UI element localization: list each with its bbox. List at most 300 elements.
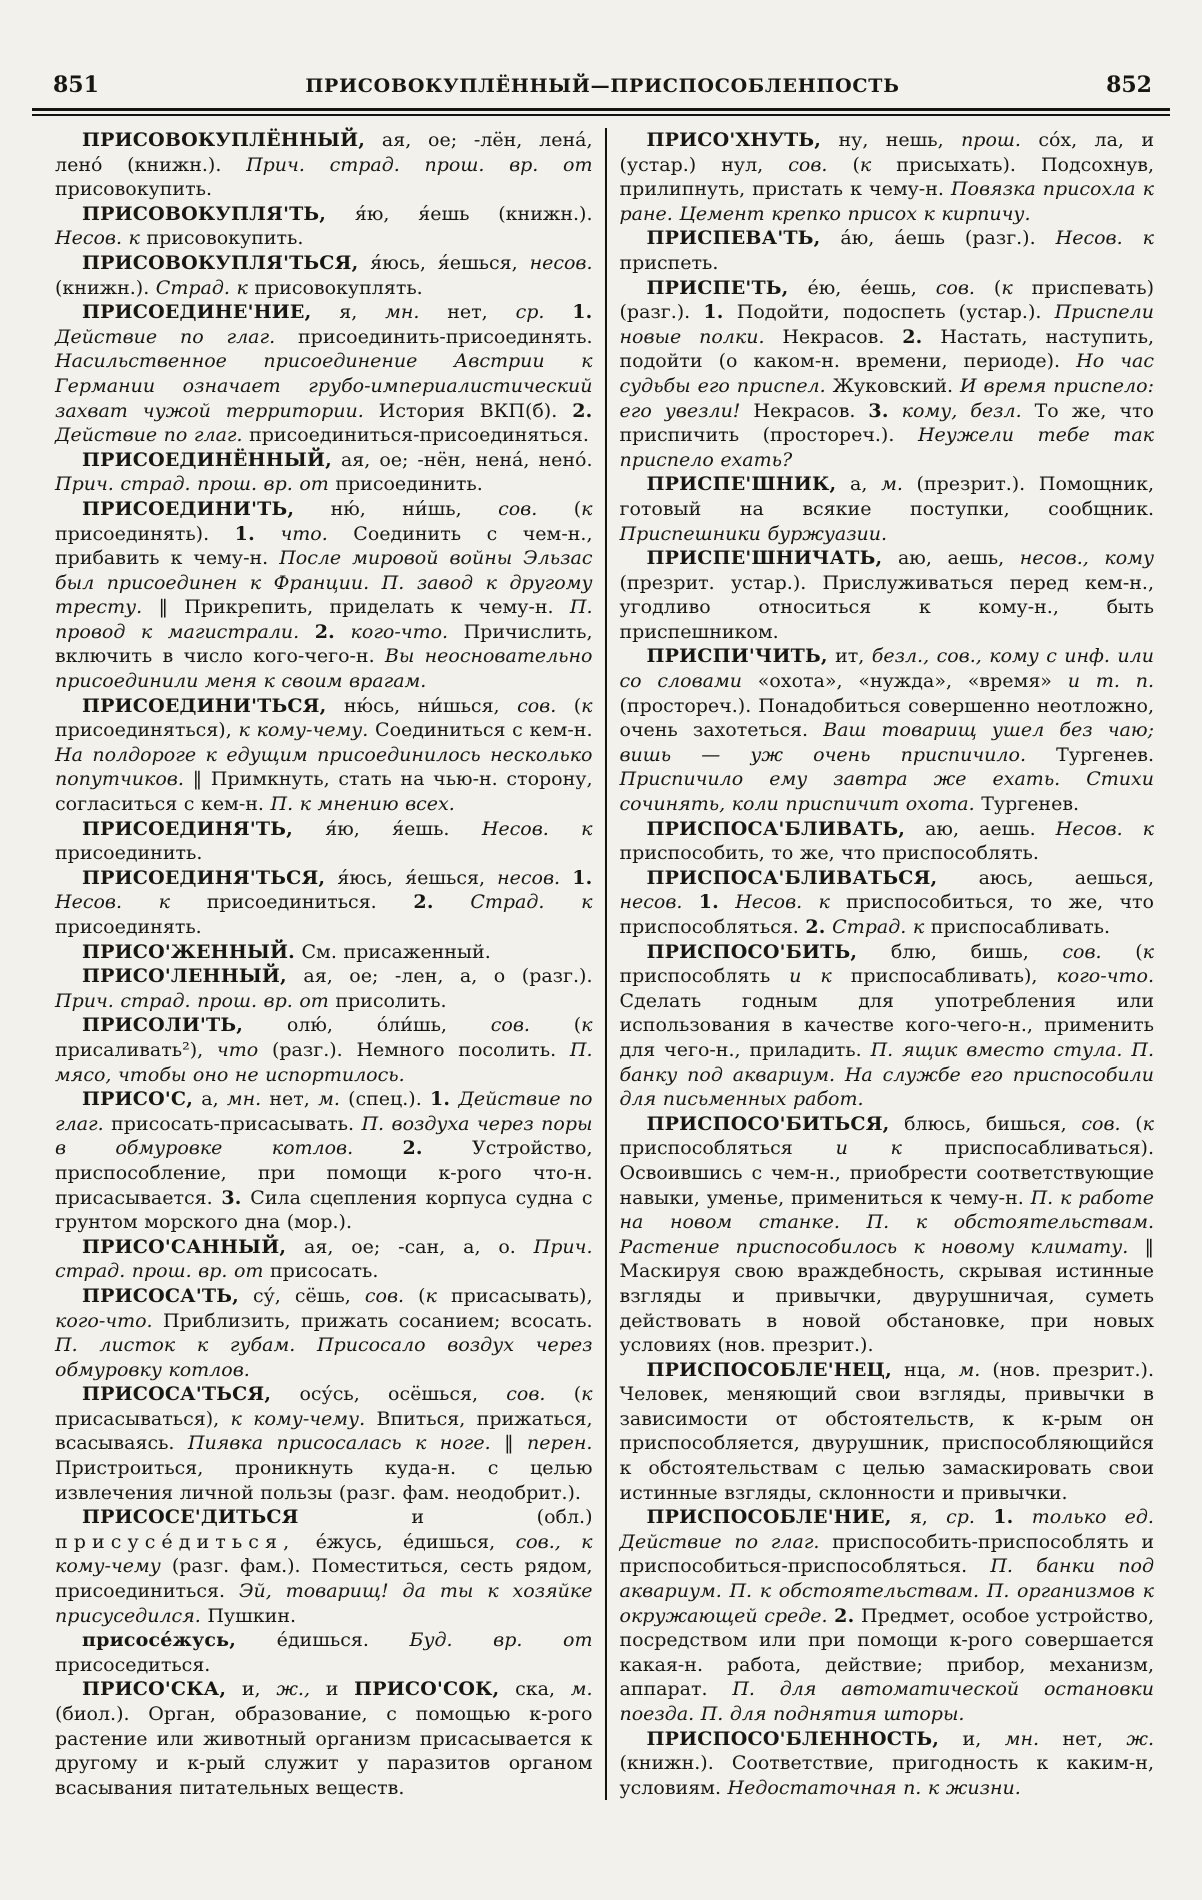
headword: ПРИСПОСО'БИТЬСЯ, <box>646 1112 890 1135</box>
sense-number: 2. <box>413 891 434 914</box>
entry-text-italic: к кому-чему. <box>238 719 369 742</box>
dictionary-entry <box>620 226 1155 275</box>
entry-text: ‖ Прикрепить, приделать к чему-н. <box>142 596 570 619</box>
page-number-left: 851 <box>53 72 99 98</box>
dictionary-entry <box>620 546 1155 644</box>
page-header <box>0 0 1202 108</box>
dictionary-entry <box>55 940 593 965</box>
dictionary-entry <box>55 1013 593 1087</box>
entry-text-italic: Вы неосновательно присоединили меня к своим врагам. <box>55 645 593 693</box>
dictionary-entry <box>620 1505 1155 1726</box>
entry-text: ню́, ни́шь, <box>294 497 499 520</box>
entry-text-italic: П. банки под аквариум. П. к обстоятельствам. П. организмов к окружающей среде. <box>619 1555 1154 1627</box>
entry-text-italic: м. <box>318 1088 340 1111</box>
entry-text-italic: что <box>216 1038 259 1061</box>
dictionary-entry <box>55 497 593 694</box>
entry-text-italic: сов. <box>788 153 828 176</box>
headword: ПРИСПЕ'ТЬ, <box>646 276 789 299</box>
entry-text-italic: Несов. к <box>735 891 830 914</box>
entry-text: (биол.). Орган, образование, с помощью к-рого растение или животный организм присасывается к другому и к-рый служит у паразитов органом всасывания питательных веществ. <box>55 1703 593 1799</box>
entry-text: Приблизить, прижать сосанием; всосать. <box>152 1309 593 1332</box>
dictionary-entry <box>620 644 1155 816</box>
headword: ПРИСО'ЛЕННЫЙ, <box>82 965 287 988</box>
entry-text: ( <box>1120 1112 1143 1135</box>
headword: ПРИСПОСО'БЛЕННОСТЬ, <box>646 1727 940 1750</box>
entry-text: присоединить. <box>328 473 483 496</box>
entry-text: Соединиться с кем-н. <box>368 719 593 742</box>
entry-text-italic: П. ящик вместо стула. П. банку под аквариум. На службе его приспособили для письменных работ. <box>619 1038 1154 1111</box>
entry-text-italic: Недостаточная п. к жизни. <box>727 1776 1021 1799</box>
entry-text: ая, ое; -сан, а, о. <box>286 1235 534 1258</box>
entry-text-italic: кого-что. <box>1056 965 1154 988</box>
headword: ПРИСОЛИ'ТЬ, <box>82 1014 244 1037</box>
entry-text-italic: сов. <box>506 1383 546 1406</box>
entry-text-italic: На полдороге к едущим присоединилось несколько попутчиков. <box>55 743 593 791</box>
entry-text: я́ю, я́ешь. <box>292 817 482 840</box>
entry-text <box>889 400 902 422</box>
entry-text-italic: кого-что. <box>55 1309 153 1332</box>
entry-text: нет, <box>261 1088 319 1111</box>
entry-text: присовокупить. <box>139 227 304 250</box>
entry-text-italic: только ед. Действие по глаг. <box>619 1506 1154 1553</box>
entry-text: Сделать годным для употребления или использования в качестве кого-чего-н., применить для чего-н., приладить. <box>619 989 1154 1061</box>
entry-text-italic: мн. <box>1004 1727 1040 1750</box>
sense-number: 1. <box>572 301 593 324</box>
entry-text: аюсь, аешься, <box>937 866 1154 889</box>
entry-text-italic: Прич. страд. прош. вр. от <box>55 473 329 496</box>
entry-text-italic: перен. <box>527 1432 593 1455</box>
entry-text-italic: Несов. к <box>1055 817 1154 840</box>
entry-text: присовокуплять. <box>247 276 423 299</box>
entry-text: я, <box>311 301 386 324</box>
entry-text-italic: П. воздуха через поры в обмуровке котлов. <box>55 1112 593 1160</box>
entry-text-italic: Несов. к <box>55 227 140 250</box>
entry-text: осу́сь, осёшься, <box>271 1383 507 1406</box>
entry-text <box>335 621 351 643</box>
entry-text: ( <box>404 1284 426 1307</box>
entry-text-italic: безл., сов., кому с инф. <box>871 645 1110 668</box>
entry-text: и (обл.) <box>298 1506 593 1529</box>
sense-number: 1. <box>703 301 724 324</box>
entry-text-italic: несов., кому <box>1019 547 1154 570</box>
headword: ПРИСО'С, <box>82 1088 194 1111</box>
dictionary-entry <box>55 1235 593 1284</box>
entry-text: присоединять). <box>55 522 235 545</box>
entry-text-italic: несов. <box>529 251 593 274</box>
sense-number: 1. <box>429 1088 451 1111</box>
entry-text: присоединить. <box>55 842 203 865</box>
entry-text: См. присаженный. <box>294 940 491 963</box>
entry-text-italic: м. <box>570 1678 593 1701</box>
entry-text: ит, <box>827 645 872 668</box>
headword: ПРИСОСА'ТЬСЯ, <box>82 1383 272 1406</box>
running-head: ПРИСОВОКУПЛЁННЫЙ—ПРИСПОСОБЛЕНПОСТЬ <box>305 75 900 97</box>
dictionary-entry <box>55 964 593 1013</box>
entry-text-italic: к кому-чему. <box>230 1407 366 1430</box>
entry-text <box>682 891 698 913</box>
headword: ПРИСО'ЖЕННЫЙ. <box>82 940 295 963</box>
entry-text <box>975 1506 993 1528</box>
entry-text-italic: сов. <box>364 1284 405 1307</box>
entry-text <box>255 523 281 545</box>
dictionary-entry <box>55 817 593 866</box>
entry-text: (спец.). <box>339 1088 430 1111</box>
entry-text: присасываться), <box>55 1407 231 1430</box>
sense-number: 2. <box>902 325 923 348</box>
entry-text: приспеть. <box>619 251 719 274</box>
entry-text: ( <box>529 1014 582 1037</box>
entry-text <box>353 1137 402 1159</box>
entry-text <box>544 301 572 323</box>
sense-number: 1. <box>698 891 719 914</box>
entry-text-italic: Прич. страд. прош. вр. от <box>246 153 593 176</box>
entry-text: аю, аешь. <box>905 817 1056 840</box>
entry-text: е́жусь, е́дишься, <box>295 1530 516 1553</box>
sense-number: 2. <box>834 1604 855 1627</box>
entry-text: ‖ Маскируя свою враждебность, скрывая истинные взгляды и привычки, двурушничая, суметь действовать в новой обстановке, при новых условиях (нов. презрит.). <box>619 1235 1155 1357</box>
sense-number: 1. <box>572 866 593 889</box>
sense-number: 1. <box>234 522 255 545</box>
headword: ПРИСОСА'ТЬ, <box>82 1284 239 1307</box>
headword: ПРИСПОСА'БЛИВАТЬ, <box>646 817 906 840</box>
entry-text: ая, ое; -лен, а, о (разг.). <box>286 965 593 988</box>
entry-text: а, <box>836 473 882 496</box>
entry-text: е́дишься. <box>236 1629 410 1652</box>
entry-text: я́ю, я́ешь (книжн.). <box>326 202 593 225</box>
headword: ПРИСО'СКА, <box>82 1678 227 1701</box>
headword: ПРИСОЕДИНИ'ТЬ, <box>82 497 295 520</box>
entry-text: и, <box>226 1678 277 1701</box>
entry-text: (книжн.). <box>55 276 156 299</box>
entry-text <box>1013 1506 1031 1528</box>
headword: ПРИСПИ'ЧИТЬ, <box>646 645 828 668</box>
entry-text: Причислить, включить в число кого-чего-н. <box>55 620 593 668</box>
dictionary-entry <box>55 251 593 300</box>
page-number-right: 852 <box>1106 72 1152 98</box>
entry-text: е́ю, е́ешь, <box>788 276 936 299</box>
entry-text: ( <box>1101 940 1143 963</box>
entry-text <box>719 891 735 913</box>
entry-text-italic: ср. <box>946 1506 975 1529</box>
dictionary-entry <box>55 1382 593 1505</box>
entry-text: ая, ое; -нён, нена́, нено́. <box>331 448 593 471</box>
entry-text-italic: к <box>581 497 593 520</box>
entry-text-italic: к <box>859 153 872 176</box>
dictionary-entry <box>55 128 593 202</box>
entry-text: ая, ое; -лён, лена́, лено́ (книжн.). <box>55 129 593 176</box>
entry-text: приспособить, то же, что приспособлять. <box>619 842 1039 865</box>
entry-text-italic: мн. <box>385 301 420 324</box>
sense-number: 3. <box>221 1186 242 1209</box>
entry-text-italic: Ваш товарищ ушел без чаю; вишь — уж очень приспичило. <box>619 719 1154 766</box>
headword: ПРИСПОСО'БИТЬ, <box>646 940 858 963</box>
text-columns <box>0 116 1202 1800</box>
headword: ПРИСПЕВА'ТЬ, <box>646 227 821 250</box>
dictionary-entry <box>620 940 1155 1112</box>
entry-text: (презрит. устар.). Прислуживаться перед кем-н., угодливо относиться к кому-н., быть приспешником. <box>619 571 1154 643</box>
entry-text: приспособить-приспособлять и приспособиться-приспособляться. <box>619 1530 1154 1578</box>
entry-text: Тургенев. <box>974 793 1080 816</box>
entry-text-italic: П. мясо, чтобы оно не испортилось. <box>55 1038 593 1086</box>
dictionary-entry <box>55 448 593 497</box>
entry-text: присоединить-присоединять. <box>275 325 593 348</box>
entry-text: (простореч.). Понадобиться совершенно неотложно, очень захотеться. <box>619 694 1154 742</box>
entry-text: присоединиться. <box>170 891 414 914</box>
entry-text-italic: И время приспело: его увезли! <box>619 374 1154 422</box>
entry-text-italic: П. к работе на новом станке. П. к обстоятельствам. Растение приспособилось к новому климату. <box>619 1186 1154 1258</box>
entry-text: нца, <box>891 1358 959 1381</box>
entry-text: ска, <box>499 1678 571 1701</box>
headword: ПРИСПЕ'ШНИЧАТЬ, <box>646 547 883 570</box>
dictionary-entry <box>620 817 1155 866</box>
entry-text: (разг.). Немного посолить. <box>258 1038 570 1061</box>
entry-text-italic: Прич. страд. прош. вр. от <box>55 989 329 1012</box>
entry-text: присусе́диться, <box>55 1530 296 1553</box>
entry-text: (нов. презрит.). Человек, меняющий свои взгляды, привычки в зависимости от обстоятельств, к к-рым он приспособляется, двурушник, приспособляющийся к обстоятельствам с целью замаскировать свои истинные взгляды, склонности и привычки. <box>619 1358 1155 1504</box>
entry-text: приспособляться <box>619 1137 836 1160</box>
entry-text-italic: м. <box>881 473 903 496</box>
entry-text-italic: и к <box>835 1137 902 1160</box>
entry-text-italic: мн. <box>226 1088 262 1111</box>
entry-text: олю́, о́ли́шь, <box>243 1014 491 1037</box>
entry-text-italic: сов. <box>490 1014 530 1037</box>
dictionary-entry <box>55 202 593 251</box>
dictionary-entry <box>620 128 1155 226</box>
entry-text: Пристроиться, проникнуть куда-н. с целью извлечения личной пользы (разг. фам. неодобрит.). <box>55 1457 593 1504</box>
entry-text: (книжн.). Соответствие, пригодность к каким-н, условиям. <box>619 1752 1154 1799</box>
dictionary-entry <box>620 866 1155 940</box>
entry-text: (разг. фам.). Поместиться, сесть рядом, присоединиться. <box>55 1555 593 1603</box>
entry-text: ( <box>974 276 1002 299</box>
entry-text: я, <box>891 1506 947 1529</box>
entry-text-italic: сов. <box>935 276 975 299</box>
entry-text-italic: к <box>1142 940 1155 963</box>
entry-text: Жуковский. <box>825 374 961 397</box>
headword: ПРИСПОСОБЛЕ'НЕЦ, <box>646 1358 892 1381</box>
entry-text: я́юсь, я́ешься, <box>325 866 498 889</box>
entry-text <box>299 621 315 643</box>
headword: ПРИСОЕДИНЯ'ТЬ, <box>82 817 293 840</box>
entry-text: Подойти, подоспеть (устар.). <box>723 301 1055 324</box>
entry-text-italic: Приспичило ему завтра же ехать. Стихи сочинять, коли приспичит охота. <box>619 768 1154 816</box>
entry-text: Некрасов. <box>764 325 903 348</box>
entry-text-italic: несов. <box>619 891 683 914</box>
entry-text-italic: П. провод к магистрали. <box>55 596 593 643</box>
entry-text: (презрит.). Помощник, готовый на всякие поступки, сообщник. <box>619 473 1155 520</box>
dictionary-entry <box>55 866 593 940</box>
sense-number: 2. <box>805 916 826 938</box>
entry-text: присовокупить. <box>55 178 212 201</box>
entry-text-italic: к <box>1142 1112 1154 1135</box>
entry-text-italic: к <box>581 1014 593 1037</box>
entry-text: приспосабливаться). Освоившись с чем-н., приобрести соответствующие навыки, уменье, примениться к чему-н. <box>619 1137 1154 1209</box>
entry-text: блю, бишь, <box>857 940 1063 963</box>
entry-text: ( <box>537 497 582 520</box>
entry-text: Сила сцепления корпуса судна с грунтом морского дна (мор.). <box>55 1186 593 1234</box>
entry-text: блюсь, бишься, <box>889 1112 1082 1135</box>
entry-text: История ВКП(б). <box>363 399 573 422</box>
entry-text: присоединять. <box>55 916 202 938</box>
entry-text: присасывать), <box>436 1284 593 1307</box>
entry-text-italic: Повязка присохла к ране. Цемент крепко присох к кирпичу. <box>619 178 1155 225</box>
entry-text: присаливать²), <box>55 1038 217 1061</box>
dictionary-entry <box>55 1087 593 1235</box>
entry-text-italic: После мировой войны Эльзас был присоединен к Франции. П. завод к другому тресту. <box>55 547 593 619</box>
entry-text-italic: сов. <box>1081 1112 1121 1135</box>
headword: присосе́жусь, <box>82 1629 237 1652</box>
entry-text-italic: Приспешники буржуазии. <box>619 522 888 545</box>
entry-text-italic: прош. <box>961 129 1021 151</box>
headword: ПРИСОСЕ'ДИТЬСЯ <box>82 1506 299 1529</box>
entry-text: Тургенев. <box>1026 743 1154 766</box>
entry-text: ну, нешь, <box>821 129 962 151</box>
entry-text: приспособиться, то же, что приспособляться. <box>619 891 1154 938</box>
headword: ПРИСОЕДИНЯ'ТЬСЯ, <box>82 866 326 889</box>
entry-text: присосать. <box>263 1260 379 1283</box>
entry-text-italic: к <box>581 694 593 717</box>
headword: ПРИСОЕДИНИ'ТЬСЯ, <box>82 694 327 717</box>
sense-number: 2. <box>314 620 335 643</box>
entry-text: су́, сёшь, <box>238 1284 365 1307</box>
entry-text-italic: ж. <box>1126 1727 1154 1750</box>
entry-text-italic: сов. <box>1062 940 1102 963</box>
dictionary-entry <box>55 1628 593 1677</box>
headword: ПРИСО'ХНУТЬ, <box>646 129 822 151</box>
entry-text: присоединиться-присоединяться. <box>242 424 589 447</box>
dictionary-entry <box>55 694 593 817</box>
entry-text: ( <box>827 153 860 176</box>
entry-text-italic: сов. <box>517 694 557 717</box>
dictionary-entry <box>620 1727 1155 1801</box>
entry-text: аю, аешь, <box>882 547 1020 570</box>
header-double-rule <box>32 108 1170 116</box>
sense-number: 2. <box>402 1137 423 1160</box>
entry-text: ‖ Примкнуть, стать на чью-н. сторону, согласиться с кем-н. <box>55 768 593 816</box>
entry-text-italic: и т. п. <box>1067 670 1154 693</box>
entry-text: нет, <box>1039 1727 1127 1750</box>
entry-text: Предмет, особое устройство, посредством или при помощи к-рого совершается какая-н. работа, действие; прибор, механизм, аппарат. <box>619 1604 1154 1701</box>
entry-text: ню́сь, ни́шься, <box>326 694 518 717</box>
entry-text: присосать-присасывать. <box>103 1112 362 1135</box>
entry-text-italic: Страд. к <box>470 891 593 914</box>
entry-text: и <box>310 1678 355 1701</box>
entry-text-italic: Несов. к <box>481 817 593 840</box>
dictionary-entry <box>55 1677 593 1800</box>
dictionary-entry <box>55 1505 593 1628</box>
entry-text-italic: Действие по глаг. <box>55 424 243 447</box>
entry-text-italic: Несов. к <box>1055 227 1154 250</box>
entry-text: приспосабливать), <box>831 965 1057 988</box>
entry-text-italic: Страд. к <box>155 276 248 299</box>
dictionary-entry <box>620 276 1155 473</box>
headword: ПРИСОЕДИНЕ'НИЕ, <box>82 301 312 324</box>
entry-text: То же, что приспичить (простореч.). <box>619 399 1154 447</box>
headword: ПРИСОЕДИНЁННЫЙ, <box>82 448 332 471</box>
entry-text-italic: кого-что. <box>350 620 449 643</box>
entry-text-italic: Приспели новые полки. <box>619 301 1154 348</box>
entry-text: а, <box>193 1088 227 1111</box>
left-column <box>55 128 605 1800</box>
dictionary-entry <box>55 300 593 448</box>
entry-text-italic: к <box>1001 276 1013 299</box>
entry-text: Настать, наступить, подойти (о каком-н. времени, периоде). <box>619 325 1155 373</box>
entry-text-italic: кому, безл. <box>901 399 1022 422</box>
dictionary-entry <box>620 1112 1155 1358</box>
entry-text-italic: к <box>581 1383 593 1406</box>
entry-text-italic: П. для автоматической остановки поезда. П. для поднятия шторы. <box>619 1678 1154 1725</box>
sense-number: 1. <box>993 1506 1014 1529</box>
entry-text-italic: ж., <box>276 1678 311 1701</box>
entry-text: приспосабливать. <box>924 916 1111 938</box>
entry-text: Впиться, прижаться, всасываясь. <box>55 1407 593 1455</box>
entry-text: Некрасов. <box>740 399 869 422</box>
entry-text: присоседиться. <box>55 1653 211 1676</box>
entry-text: присоединяться), <box>55 719 239 742</box>
entry-text-italic: Пиявка присосалась к ноге. <box>187 1432 491 1455</box>
dictionary-entry <box>620 472 1155 546</box>
entry-text: а́ю, а́ешь (разг.). <box>820 227 1056 250</box>
dictionary-entry <box>620 1358 1155 1506</box>
entry-text-italic: или со словами <box>619 645 1154 693</box>
headword: ПРИСПОСОБЛЕ'НИЕ, <box>646 1506 892 1529</box>
entry-text: ( <box>545 1383 582 1406</box>
entry-text-italic: Насильственное присоединение Австрии к Германии означает грубо-империалистический захват чужой территории. <box>55 350 593 422</box>
entry-text-italic: к <box>425 1284 437 1307</box>
entry-text-italic: сов., к кому-чему <box>55 1530 593 1578</box>
headword: ПРИСО'САННЫЙ, <box>82 1235 287 1258</box>
entry-text: Устройство, приспособление, при помощи к-рого что-н. присасывается. <box>55 1137 593 1209</box>
headword: ПРИСПОСА'БЛИВАТЬСЯ, <box>646 866 938 889</box>
headword: ПРИСО'СОК, <box>354 1678 500 1701</box>
entry-text-italic: П. листок к губам. Присосало воздух через обмуровку котлов. <box>55 1334 593 1381</box>
entry-text-italic: Но час судьбы его приспел. <box>619 350 1154 397</box>
entry-text: Соединить с чем-н., прибавить к чему-н. <box>55 522 593 570</box>
sense-number: 2. <box>572 399 593 422</box>
entry-text <box>434 891 471 913</box>
entry-text-italic: сов. <box>498 497 538 520</box>
headword: ПРИСОВОКУПЛЯ'ТЬ, <box>82 202 327 225</box>
entry-text-italic: ср. <box>515 301 545 324</box>
entry-text: и, <box>939 1727 1005 1750</box>
entry-text <box>560 867 572 889</box>
entry-text-italic: Несов. к <box>55 891 171 914</box>
entry-text: «охота», «нужда», «время» <box>741 670 1068 693</box>
entry-text-italic: Действие по глаг. <box>55 325 276 348</box>
dictionary-entry <box>55 1284 593 1382</box>
entry-text-italic: несов. <box>497 866 561 889</box>
entry-text-italic: Прич. страд. прош. вр. от <box>55 1235 593 1283</box>
entry-text-italic: Буд. вр. от <box>409 1629 593 1652</box>
entry-text: присолить. <box>328 989 447 1012</box>
entry-text-italic: что. <box>280 522 328 545</box>
right-column <box>605 128 1155 1800</box>
entry-text: присыхать). Подсохнув, прилипнуть, пристать к чему-н. <box>619 153 1155 201</box>
entry-text-italic: Действие по глаг. <box>55 1088 593 1135</box>
entry-text-italic: Неужели тебе так приспело ехать? <box>619 424 1154 471</box>
entry-text-italic: Эй, товарищ! да ты к хозяйке присуседился. <box>55 1580 593 1627</box>
entry-text: Пушкин. <box>200 1604 297 1627</box>
entry-text: ( <box>556 694 582 717</box>
entry-text: я́юсь, я́ешься, <box>358 251 530 274</box>
sense-number: 3. <box>868 399 889 422</box>
headword: ПРИСПЕ'ШНИК, <box>646 473 837 496</box>
entry-text: приспособлять <box>619 965 790 988</box>
entry-text-italic: П. к мнению всех. <box>270 793 455 816</box>
entry-text-italic: м. <box>958 1358 981 1381</box>
entry-text: приспевать) (разг.). <box>619 276 1155 324</box>
entry-text-italic: Страд. к <box>832 916 925 938</box>
entry-text: ‖ <box>490 1432 528 1455</box>
